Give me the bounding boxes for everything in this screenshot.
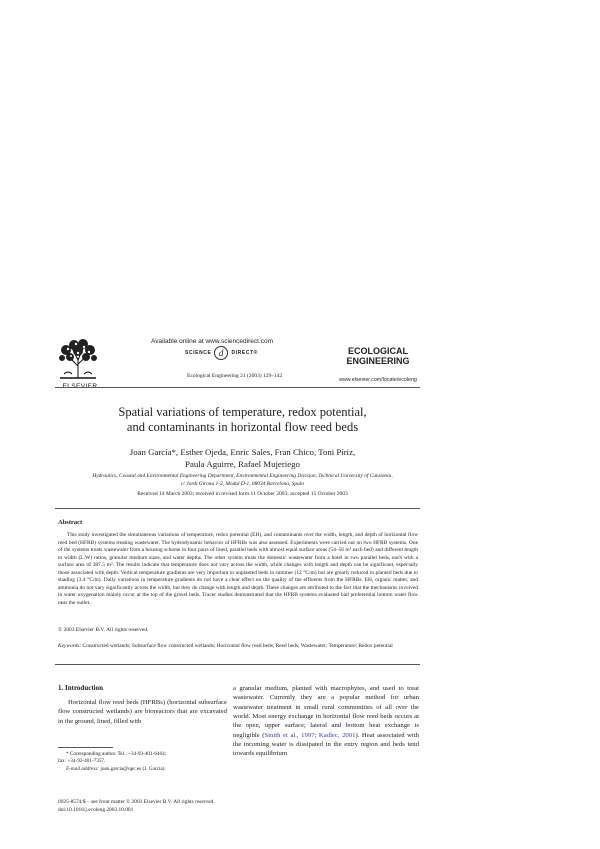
authors xyxy=(120,446,365,470)
abstract-copyright: © 2003 Elsevier B.V. All rights reserved. xyxy=(58,627,149,633)
intro-right-column xyxy=(233,684,419,759)
footnote-divider xyxy=(58,747,113,748)
email-value[interactable]: joan.garcia@upc.es (J. García). xyxy=(100,765,166,772)
abstract-top-divider xyxy=(55,508,420,509)
citation-separator: ; xyxy=(314,731,319,739)
keywords-label: Keywords: xyxy=(58,643,82,649)
authors-line1: Joan García*, Esther Ojeda, Enric Sales, Fran Chico, Toni Píriz, xyxy=(129,447,356,457)
journal-name-line2: ENGINEERING xyxy=(346,356,410,366)
journal-name-line1: ECOLOGICAL xyxy=(348,346,408,356)
citation-link-kadlec[interactable]: Kadlec, 2001 xyxy=(318,731,356,739)
sciencedirect-logo xyxy=(185,346,258,360)
publisher-name: ELSEVIER xyxy=(62,383,98,390)
authors-line2: Paula Aguirre, Rafael Mujeriego xyxy=(185,459,300,469)
received-dates: Received 14 March 2003; received in revised form 11 October 2003; accepted 15 October 2003 xyxy=(137,491,348,497)
citation-link-smith[interactable]: Smith et al., 1997 xyxy=(264,731,315,739)
affiliation-line1: Hydraulics, Coastal and Environmental Engineering Department, Environmental Engineering Division, Technical University of Catalonia, xyxy=(92,473,393,479)
elsevier-tree-logo xyxy=(56,336,100,380)
sd-circle-icon: d xyxy=(214,346,228,360)
intro-right-text-1: a granular medium, planted with macrophytes, and used to treat wastewater. Currently they are a popular method for urban wastewater treatment in small rural communities of all over the world. Most energy exchange in horizontal flow reed beds occurs at the open, upper surface; lateral and bottom heat exchange is negligible ( xyxy=(233,685,419,739)
journal-logo xyxy=(338,346,418,366)
email-label: E-mail address: xyxy=(66,765,100,772)
abstract-heading: Abstract xyxy=(58,519,83,526)
available-online-text: Available online at www.sciencedirect.com xyxy=(151,338,273,345)
footnote-line2: fax: +34-93-401-7357. xyxy=(58,758,106,765)
title-line2: and contaminants in horizontal flow reed beds xyxy=(126,420,359,434)
keywords-text: Constructed wetlands; Subsurface flow constructed wetlands; Horizontal flow reed beds; Reed beds; Wastewater; Temperature; Redox potential xyxy=(82,643,393,649)
sd-left: SCIENCE xyxy=(185,350,212,356)
keywords xyxy=(58,643,418,651)
intro-heading: 1. Introduction xyxy=(58,684,103,692)
footnote-email xyxy=(58,766,228,773)
sd-right: DIRECT® xyxy=(231,350,258,356)
bottom-matter xyxy=(58,799,215,814)
affiliation-line2: c/ Jordi Girona 1-3, Módul D-1, 08034 Barcelona, Spain xyxy=(181,481,304,487)
intro-left-column: Horizontal flow reed beds (HFRBs) (horizontal subsurface flow constructed wetlands) are bioreactors that are excavated in the ground, lined, filled with xyxy=(58,699,227,725)
article-title xyxy=(80,405,405,435)
journal-url: www.elsevier.com/locate/ecoleng xyxy=(339,377,417,383)
footnote-line1: * Corresponding author. Tel.: +34-93-401-6464; xyxy=(66,751,167,757)
issn-line: 0925-8574/$ – see front matter © 2003 Elsevier B.V. All rights reserved. xyxy=(58,799,215,805)
keywords-divider xyxy=(55,664,420,665)
abstract-body: This study investigated the simultaneous variations of temperature, redox potential (EH), and contaminants over the width, length, and depth of horizontal flow reed bed (HFRB) systems treating wastewater. The hydrodynamic behavior of HFRBs was also assessed. Experiments were carried out on two HFRB systems. One of the systems treats wastewater from a housing scheme in four pairs of lined, parallel beds with almost equal surface areas (54–56 m² each bed) and different length to width (L:W) ratios, granular medium sizes, and water depths. The other system treats the domestic wastewater from a hotel in two parallel beds, each with a surface area of 387.5 m². The results indicate that temperature does not vary across the width, while changes with length and depth can be significant, especially those associated with depth. Vertical temperature gradients are very important in unplanted beds in summer (12 °C/m) but are greatly reduced in planted beds due to shading (3.4 °C/m). Daily variations in temperature gradients do not have a clear effect on the quality of the effluents from the HFRBs. EH, organic matter, and ammonia do not vary significantly across the width, but they do change with length and depth. These changes are attributed to the fact that the mechanisms involved in water oxygenation mainly occur at the top of the gravel beds. Tracer studies demonstrated that the HFRB systems evaluated had preferential bottom water flow near the outlet. xyxy=(58,532,418,606)
doi-line: doi:10.1016/j.ecoleng.2003.10.001 xyxy=(58,806,134,813)
corresponding-author-footnote xyxy=(58,751,228,773)
affiliation xyxy=(70,472,415,488)
intro-right-text-2: ). Heat associated with the incoming water is dissipated in the entry region and beds tend towards equilibrium xyxy=(233,731,419,758)
header-divider xyxy=(55,387,420,388)
title-line1: Spatial variations of temperature, redox potential, xyxy=(118,405,367,419)
journal-reference: Ecological Engineering 21 (2003) 129–142 xyxy=(187,373,283,379)
